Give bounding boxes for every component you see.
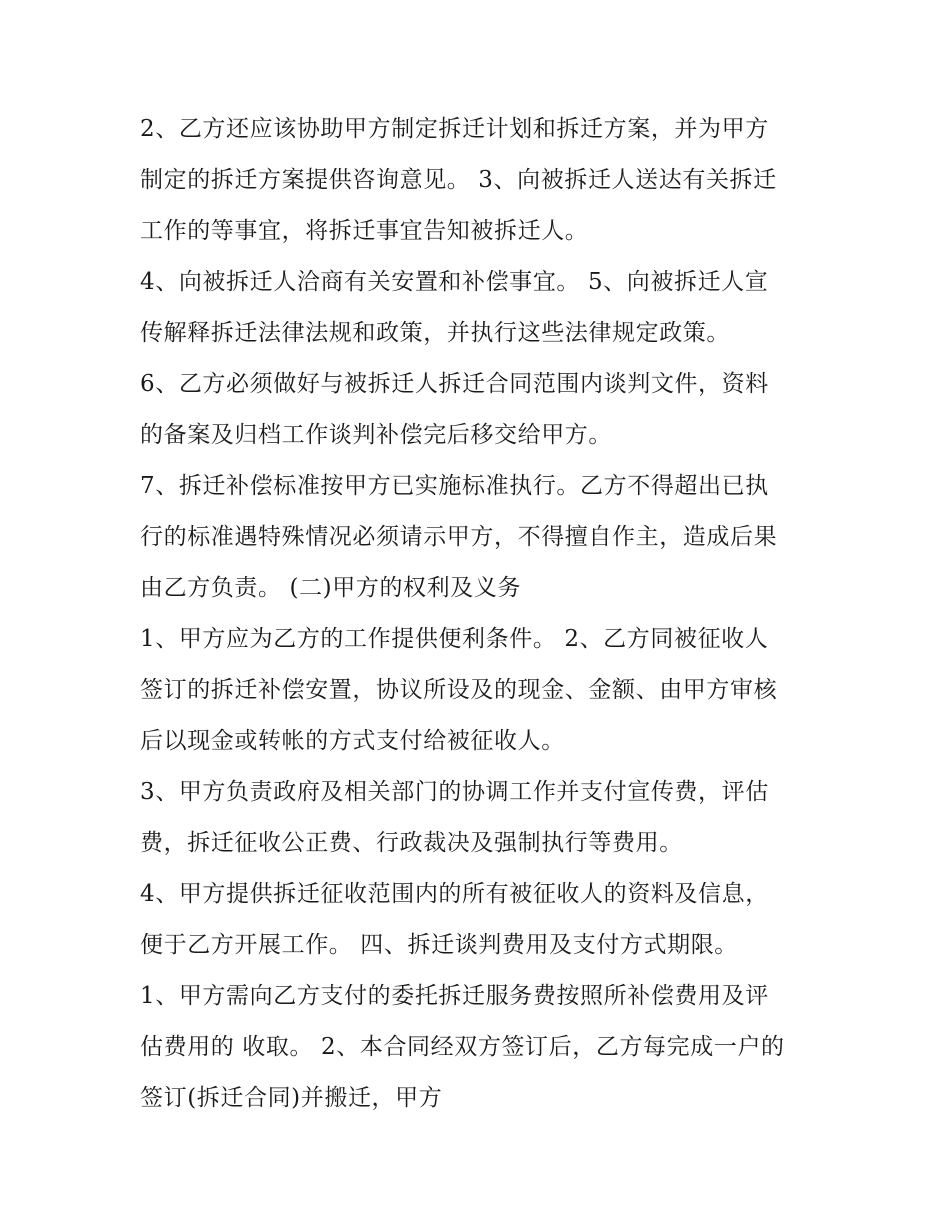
text-line: 签订的拆迁补偿安置，协议所设及的现金、金额、由甲方审核 <box>140 677 778 703</box>
text-line: 行的标准遇特殊情况必须请示甲方，不得擅自作主，造成后果 <box>140 524 778 550</box>
document-body <box>140 104 820 1124</box>
text-line: 1、甲方需向乙方支付的委托拆迁服务费按照所补偿费用及评 <box>140 983 769 1009</box>
text-line: 由乙方负责。 (二)甲方的权利及义务 <box>140 575 522 601</box>
text-line: 6、乙方必须做好与被拆迁人拆迁合同范围内谈判文件，资料 <box>140 371 769 397</box>
text-line: 1、甲方应为乙方的工作提供便利条件。 2、乙方同被征收人 <box>140 626 769 652</box>
text-line: 费，拆迁征收公正费、行政裁决及强制执行等费用。 <box>140 830 683 856</box>
text-line: 2、乙方还应该协助甲方制定拆迁计划和拆迁方案，并为甲方 <box>140 116 769 142</box>
text-line: 制定的拆迁方案提供咨询意见。 3、向被拆迁人送达有关拆迁 <box>140 167 777 193</box>
text-line: 4、甲方提供拆迁征收范围内的所有被征收人的资料及信息， <box>140 881 769 907</box>
text-line: 传解释拆迁法律法规和政策，并执行这些法律规定政策。 <box>140 320 730 346</box>
text-line: 3、甲方负责政府及相关部门的协调工作并支付宣传费，评估 <box>140 779 769 805</box>
text-line: 4、向被拆迁人洽商有关安置和补偿事宜。 5、向被拆迁人宣 <box>140 269 769 295</box>
text-line: 的备案及归档工作谈判补偿完后移交给甲方。 <box>140 422 612 448</box>
text-line: 工作的等事宜，将拆迁事宜告知被拆迁人。 <box>140 218 589 244</box>
text-line: 7、拆迁补偿标准按甲方已实施标准执行。乙方不得超出已执 <box>140 473 769 499</box>
text-line: 后以现金或转帐的方式支付给被征收人。 <box>140 728 565 754</box>
text-line: 便于乙方开展工作。 四、拆迁谈判费用及支付方式期限。 <box>140 932 738 958</box>
text-line: 签订(拆迁合同)并搬迁，甲方 <box>140 1085 443 1111</box>
text-line: 估费用的 收取。 2、本合同经双方签订后，乙方每完成一户的 <box>140 1034 785 1060</box>
